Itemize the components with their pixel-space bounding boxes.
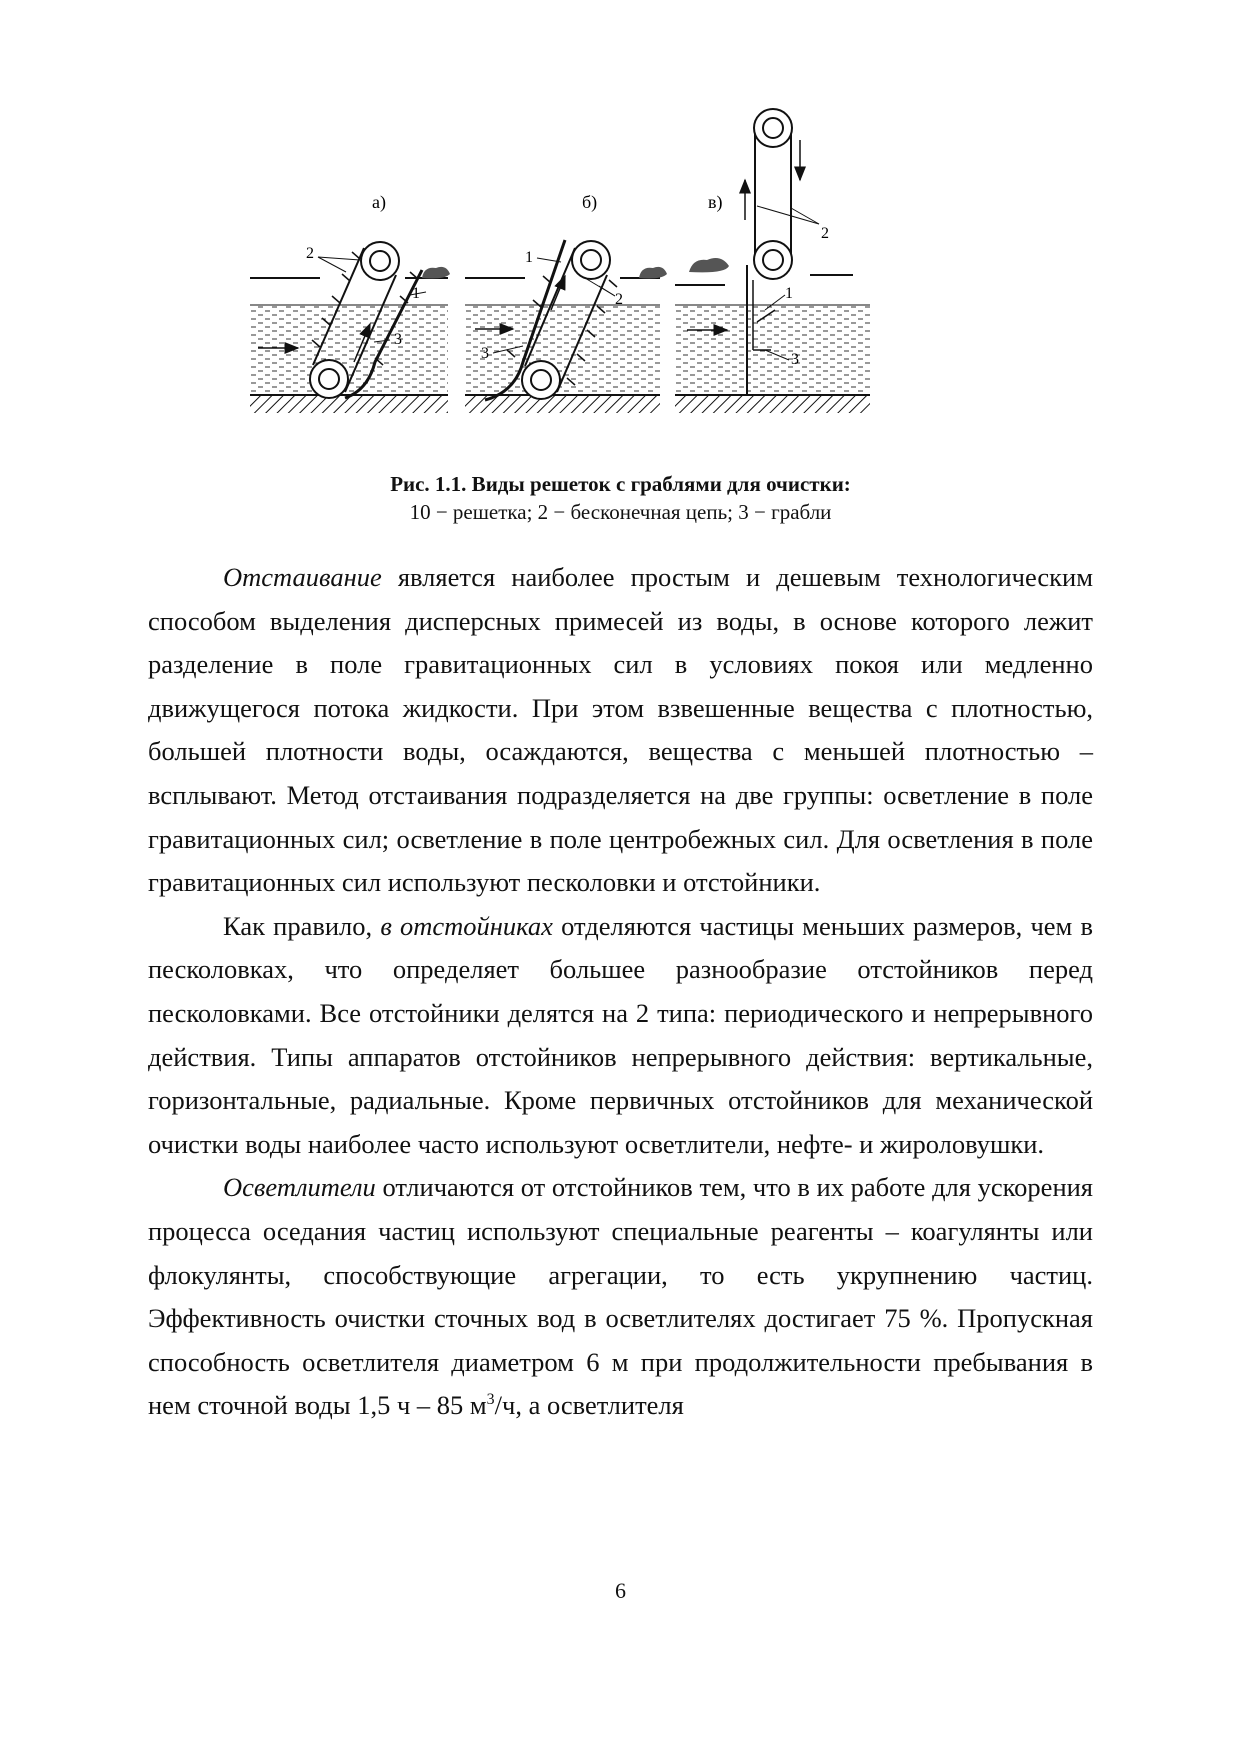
figure-drawing bbox=[250, 100, 1010, 480]
panel-v bbox=[675, 109, 870, 413]
body-text bbox=[148, 556, 1093, 1428]
label-v-3: 3 bbox=[791, 351, 799, 368]
panel-a bbox=[250, 242, 450, 413]
label-b-3: 3 bbox=[481, 345, 489, 362]
paragraph-text: отличаются от отстойников тем, что в их работе для ускорения процесса оседания частиц используют специальные реагенты – коагулянты или флокулянты, способствующие агрегации, то есть укрупнению частиц. Эффективность очистки сточных вод в осветлителях достигает 75 %. Пропускная способность осветлителя диаметром 6 м при продолжительности пребывания в нем сточной воды 1,5 ч – 85 м bbox=[148, 1172, 1093, 1421]
label-b: б) bbox=[582, 192, 598, 212]
paragraph-tail: /ч, а осветлителя bbox=[494, 1390, 684, 1421]
figure-rakes bbox=[250, 100, 1010, 480]
paragraph-text: отделяются частицы меньших размеров, чем в песколовках, что определяет большее разнообразие отстойников перед песколовками. Все отстойники делятся на 2 типа: периодического и непрерывного действия. Типы аппаратов отстойников непрерывного действия: вертикальные, горизонтальные, радиальные. Кроме первичных отстойников для механической очистки воды наиболее часто используют осветлители, нефте- и жироловушки. bbox=[148, 910, 1093, 1159]
label-b-2: 2 bbox=[615, 291, 623, 308]
page-number: 6 bbox=[615, 1578, 626, 1603]
label-b-1: 1 bbox=[525, 249, 533, 266]
caption-title: Рис. 1.1. Виды решеток с граблями для очистки: bbox=[390, 472, 851, 496]
paragraph-text: является наиболее простым и дешевым технологическим способом выделения дисперсных примесей из воды, в основе которого лежит разделение в поле гравитационных сил в условиях покоя или медленно движущегося потока жидкости. При этом взвешенные вещества с плотностью, большей плотности воды, осаждаются, вещества с меньшей плотностью – всплывают. Метод отстаивания подразделяется на две группы: осветление в поле гравитационных сил; осветление в поле центробежных сил. Для осветления в поле гравитационных сил используют песколовки и отстойники. bbox=[148, 562, 1093, 898]
label-v-1: 1 bbox=[785, 285, 793, 302]
term-clarifiers: Осветлители bbox=[223, 1172, 376, 1203]
label-a-1: 1 bbox=[412, 285, 420, 302]
label-v: в) bbox=[708, 192, 723, 212]
paragraph-settling bbox=[148, 556, 1093, 905]
label-a-2: 2 bbox=[306, 245, 314, 262]
panel-b bbox=[465, 240, 667, 413]
label-a: а) bbox=[372, 192, 386, 212]
label-a-3: 3 bbox=[394, 331, 402, 348]
paragraph-clarifiers bbox=[148, 1166, 1093, 1428]
term-settling: Отстаивание bbox=[223, 562, 382, 592]
superscript: 3 bbox=[486, 1391, 495, 1409]
paragraph-pre: Как правило, bbox=[223, 910, 381, 941]
caption-legend: 10 − решетка; 2 − бесконечная цепь; 3 − грабли bbox=[409, 500, 832, 524]
label-v-2: 2 bbox=[821, 225, 829, 242]
term-settlers: в отстойниках bbox=[380, 910, 553, 941]
paragraph-settlers bbox=[148, 905, 1093, 1167]
